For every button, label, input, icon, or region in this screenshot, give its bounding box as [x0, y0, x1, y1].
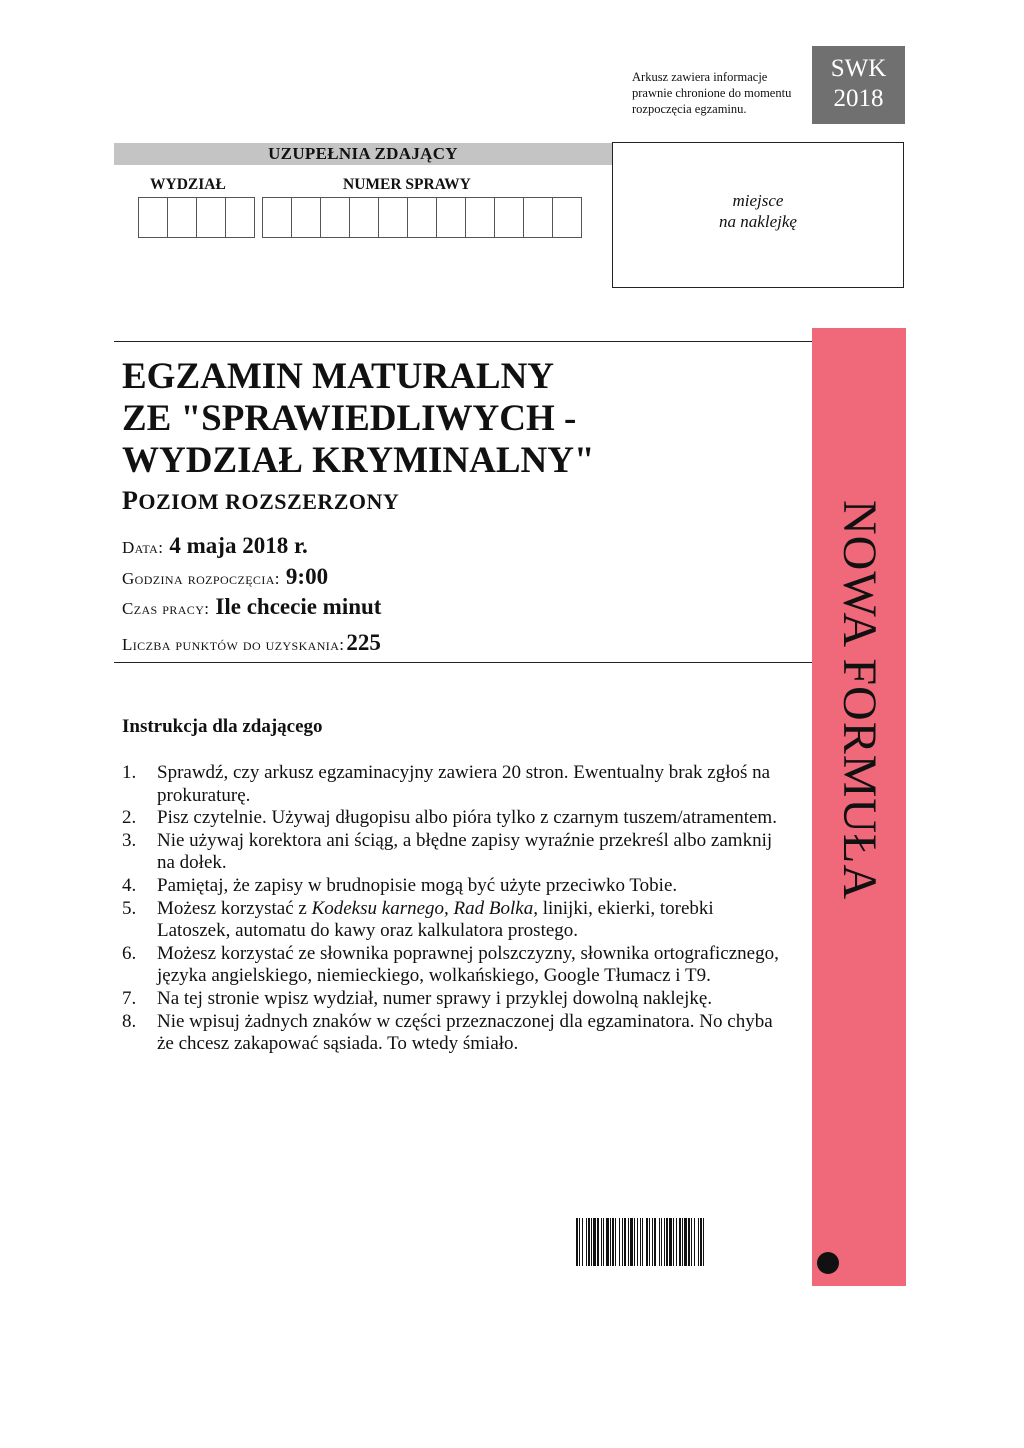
- title-bottom-rule: [114, 662, 814, 663]
- instruction-item: [122, 762, 782, 807]
- barcode-bar: [579, 1218, 580, 1266]
- case-number-input[interactable]: [262, 197, 581, 238]
- barcode-bar: [688, 1218, 690, 1266]
- barcode-bar: [622, 1218, 623, 1266]
- barcode-bar: [597, 1218, 599, 1266]
- date-value: 4 maja 2018 r.: [169, 533, 308, 558]
- instruction-item: [122, 807, 782, 830]
- item-text-b: linijki, ekierki, torebki Latoszek, automatu do kawy oraz kalkulatora prostego.: [157, 897, 714, 942]
- item-text: Pamiętaj, że zapisy w brudnopisie mogą być użyte przeciwko Tobie.: [157, 874, 678, 896]
- start-value: 9:00: [285, 564, 329, 589]
- barcode-bar: [673, 1218, 674, 1266]
- item-text: Pisz czytelnie. Używaj długopisu albo pióra tylko z czarnym tuszem/atramentem.: [157, 807, 777, 829]
- sticker-text-2: na naklejkę: [719, 212, 797, 231]
- level-initial: P: [122, 486, 139, 515]
- item-text: Nie używaj korektora ani ściąg, a błędne zapisy wyraźnie przekreśl albo zamknij na dołek.: [157, 829, 773, 874]
- wydzial-digit-box[interactable]: [167, 197, 197, 238]
- meta-start-time: [122, 564, 328, 590]
- exam-code-badge: [812, 46, 905, 124]
- notice-line-3: rozpoczęcia egzaminu.: [632, 102, 747, 116]
- case-digit-box[interactable]: [320, 197, 350, 238]
- barcode-bar: [700, 1218, 702, 1266]
- instruction-item: [122, 875, 782, 898]
- duration-value: Ile chcecie minut: [215, 594, 382, 619]
- barcode-bar: [649, 1218, 650, 1266]
- barcode-bar: [634, 1218, 635, 1266]
- item-text: Sprawdź, czy arkusz egzaminacyjny zawiera 20 stron. Ewentualny brak zgłoś na prokuraturę.: [157, 762, 771, 806]
- barcode-bar: [661, 1218, 662, 1266]
- case-digit-box[interactable]: [378, 197, 408, 238]
- item-number: 7.: [122, 987, 137, 1009]
- case-digit-box[interactable]: [465, 197, 495, 238]
- barcode-bar: [669, 1218, 672, 1266]
- wydzial-digit-box[interactable]: [225, 197, 255, 238]
- case-number-label: NUMER SPRAWY: [343, 176, 471, 193]
- barcode-bar: [593, 1218, 596, 1266]
- meta-date: [122, 533, 308, 559]
- barcode-bar: [612, 1218, 614, 1266]
- barcode-bar: [576, 1218, 578, 1266]
- item-number: 2.: [122, 807, 137, 829]
- notice-line-2: prawnie chronione do momentu: [632, 86, 792, 100]
- badge-code: SWK: [830, 55, 887, 82]
- duration-label: Czas pracy:: [122, 599, 210, 618]
- wydzial-digit-box[interactable]: [196, 197, 226, 238]
- barcode-bar: [586, 1218, 587, 1266]
- exam-title: [122, 356, 595, 482]
- barcode-bar: [615, 1218, 616, 1266]
- barcode-bar: [591, 1218, 592, 1266]
- points-value: 225: [346, 630, 381, 655]
- item-text-italic: Kodeksu karnego, Rad Bolka,: [311, 897, 538, 919]
- barcode-bar: [684, 1218, 687, 1266]
- title-line-2: ZE "SPRAWIEDLIWYCH -: [122, 398, 577, 439]
- case-digit-box[interactable]: [291, 197, 321, 238]
- barcode-bar: [676, 1218, 677, 1266]
- formula-label-container: [812, 500, 906, 1040]
- item-text: Nie wpisuj żadnych znaków w części przeznaczonej dla egzaminatora. No chyba że chcesz zakapować sąsiada. To wtedy śmiało.: [157, 1010, 773, 1055]
- barcode-bar: [679, 1218, 681, 1266]
- item-number: 3.: [122, 829, 137, 851]
- wydzial-input[interactable]: [138, 197, 254, 238]
- case-digit-box[interactable]: [552, 197, 582, 238]
- case-digit-box[interactable]: [494, 197, 524, 238]
- barcode-bar: [640, 1218, 641, 1266]
- notice-line-1: Arkusz zawiera informacje: [632, 70, 768, 84]
- barcode-bar: [682, 1218, 683, 1266]
- title-line-1: EGZAMIN MATURALNY: [122, 356, 555, 397]
- barcode: [576, 1218, 802, 1266]
- barcode-bar: [703, 1218, 704, 1266]
- instruction-item: [122, 898, 782, 943]
- instructions-heading: Instrukcja dla zdającego: [122, 716, 323, 737]
- barcode-bar: [619, 1218, 620, 1266]
- instruction-item: [122, 1011, 782, 1056]
- barcode-bar: [610, 1218, 611, 1266]
- barcode-bar: [666, 1218, 668, 1266]
- meta-points: [122, 630, 381, 656]
- instruction-item: [122, 830, 782, 875]
- meta-duration: [122, 594, 381, 620]
- marker-dot: [817, 1252, 839, 1274]
- barcode-bar: [630, 1218, 633, 1266]
- barcode-bar: [588, 1218, 590, 1266]
- formula-label: NOWA FORMUŁA: [833, 500, 886, 901]
- barcode-bar: [646, 1218, 648, 1266]
- badge-year: 2018: [833, 85, 884, 112]
- barcode-bar: [659, 1218, 660, 1266]
- instruction-item: [122, 988, 782, 1011]
- candidate-section-header: UZUPEŁNIA ZDAJĄCY: [114, 143, 612, 165]
- barcode-bar: [637, 1218, 638, 1266]
- case-digit-box[interactable]: [262, 197, 292, 238]
- barcode-bar: [652, 1218, 653, 1266]
- barcode-bar: [582, 1218, 583, 1266]
- item-text-a: Możesz korzystać z: [157, 897, 312, 919]
- barcode-bar: [694, 1218, 695, 1266]
- item-number: 5.: [122, 897, 137, 919]
- exam-level: [122, 486, 399, 516]
- points-label: Liczba punktów do uzyskania:: [122, 635, 345, 654]
- case-digit-box[interactable]: [523, 197, 553, 238]
- barcode-bar: [601, 1218, 602, 1266]
- item-number: 8.: [122, 1010, 137, 1032]
- barcode-bar: [624, 1218, 626, 1266]
- barcode-bar: [691, 1218, 692, 1266]
- level-rest: OZIOM ROZSZERZONY: [138, 489, 400, 514]
- barcode-bar: [603, 1218, 604, 1266]
- case-digit-box[interactable]: [349, 197, 379, 238]
- wydzial-digit-box[interactable]: [138, 197, 168, 238]
- sticker-text-1: miejsce: [732, 191, 784, 210]
- instructions-list: [122, 762, 782, 1056]
- title-top-rule: [114, 341, 814, 342]
- start-label: Godzina rozpoczęcia:: [122, 569, 280, 588]
- confidentiality-notice: [632, 69, 812, 117]
- sticker-area[interactable]: [612, 142, 904, 288]
- item-text: Możesz korzystać ze słownika poprawnej polszczyzny, słownika ortograficznego, języka angielskiego, niemieckiego, wolkańskiego, Google Tłumacz i T9.: [157, 942, 779, 987]
- date-label: Data:: [122, 538, 164, 557]
- barcode-bar: [698, 1218, 699, 1266]
- wydzial-label: WYDZIAŁ: [150, 176, 226, 193]
- item-number: 4.: [122, 874, 137, 896]
- barcode-bar: [606, 1218, 609, 1266]
- case-digit-box[interactable]: [436, 197, 466, 238]
- case-digit-box[interactable]: [407, 197, 437, 238]
- barcode-bar: [642, 1218, 643, 1266]
- item-number: 6.: [122, 942, 137, 964]
- barcode-bar: [664, 1218, 665, 1266]
- barcode-bar: [654, 1218, 656, 1266]
- barcode-bar: [628, 1218, 629, 1266]
- item-text: Na tej stronie wpisz wydział, numer sprawy i przyklej dowolną naklejkę.: [157, 987, 713, 1009]
- item-number: 1.: [122, 762, 137, 783]
- title-line-3: WYDZIAŁ KRYMINALNY": [122, 440, 595, 481]
- instruction-item: [122, 943, 782, 988]
